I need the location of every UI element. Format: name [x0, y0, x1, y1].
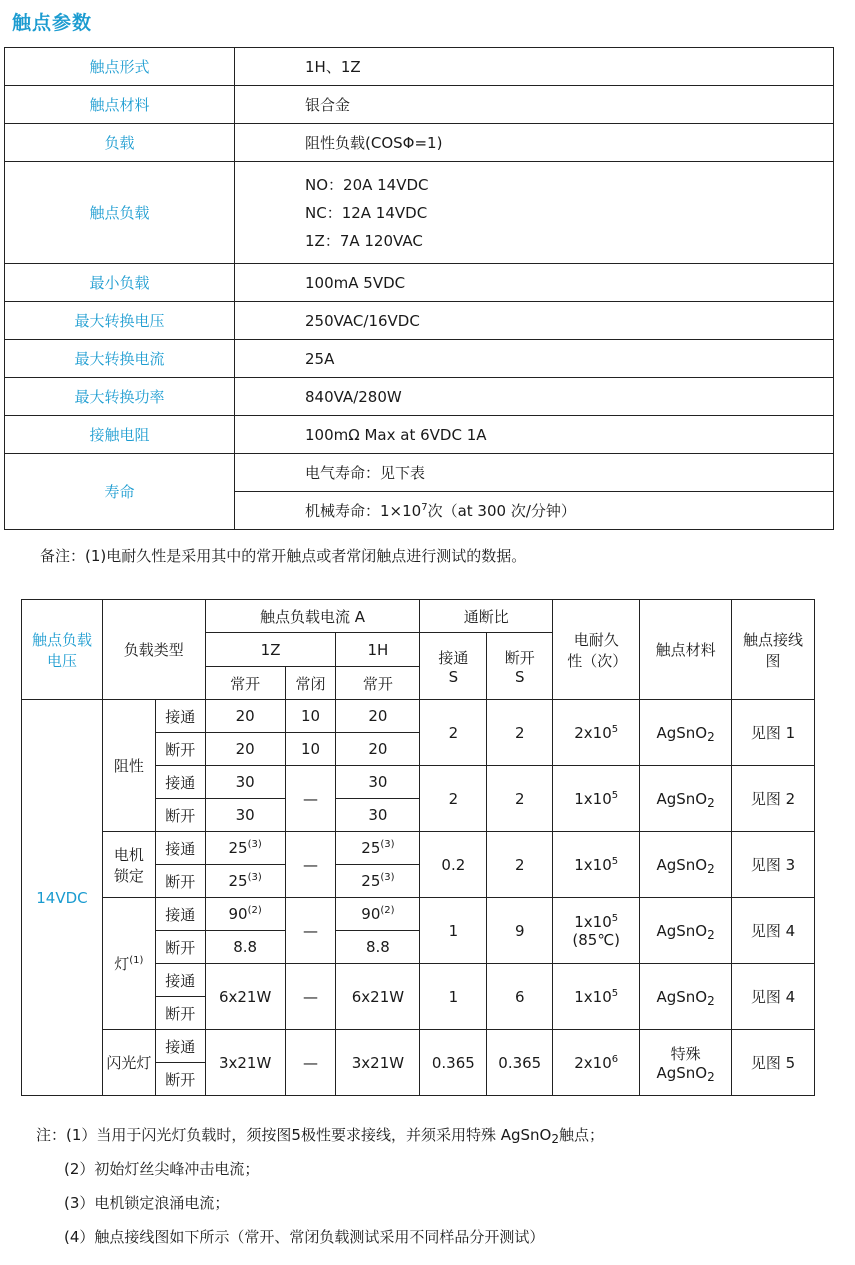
durability-base: 1x10: [574, 912, 612, 931]
cell-dash: —: [285, 964, 336, 1030]
material-cell: [640, 1030, 732, 1096]
durability-exp: 5: [611, 987, 619, 999]
header-material: 触点材料: [640, 600, 732, 700]
cell: 8.8: [205, 931, 285, 964]
mech-life-prefix: 机械寿命：1×10: [305, 502, 422, 520]
durability-extra: (85℃): [572, 930, 621, 949]
material-special: 特殊: [670, 1045, 701, 1063]
remark-text: 备注：(1)电耐久性是采用其中的常开触点或者常闭触点进行测试的数据。: [40, 547, 527, 565]
ratio-off: 9: [487, 898, 553, 964]
wiring-cell: 见图 4: [732, 898, 815, 964]
footnotes: [36, 1122, 604, 1258]
durability-base: 2x10: [574, 1053, 612, 1072]
durability-base: 1x10: [574, 987, 612, 1006]
cell-footnote: (3): [247, 839, 262, 850]
cell-value: 90: [361, 905, 381, 923]
durability-base: 1x10: [574, 789, 612, 808]
material-base: AgSnO: [656, 1064, 708, 1082]
table-row: [22, 700, 815, 733]
cell-footnote: (3): [380, 839, 395, 850]
ratio-on: 0.365: [420, 1030, 487, 1096]
spec-label: 最大转换电流: [5, 340, 235, 378]
footnote-1-sub: 2: [551, 1132, 559, 1146]
cell-dash: —: [285, 832, 336, 898]
op-make: 接通: [155, 1030, 205, 1063]
cell: 30: [336, 766, 420, 799]
ratio-off: 0.365: [487, 1030, 553, 1096]
cell: 3x21W: [205, 1030, 285, 1096]
durability-cell: [553, 1030, 640, 1096]
cell-dash: —: [285, 898, 336, 964]
load-table: [21, 599, 815, 1096]
group-lamp: [102, 898, 155, 1030]
group-resistive: 阻性: [102, 700, 155, 832]
material-base: AgSnO: [656, 987, 708, 1006]
cell: 10: [285, 733, 336, 766]
wiring-cell: 见图 1: [732, 700, 815, 766]
cell: [205, 898, 285, 931]
cell: [205, 865, 285, 898]
table-row: [22, 832, 815, 865]
table-row: [5, 264, 834, 302]
wiring-cell: 见图 4: [732, 964, 815, 1030]
header-1z: 1Z: [205, 633, 336, 667]
cell-value: 25: [228, 872, 248, 890]
cell: 20: [205, 700, 285, 733]
table-row: [5, 124, 834, 162]
ratio-off: 2: [487, 700, 553, 766]
material-cell: [640, 964, 732, 1030]
spec-line: NC：12A 14VDC: [305, 203, 428, 222]
footnote-3: (3）电机锁定浪涌电流；: [64, 1194, 230, 1212]
wiring-cell: 见图 5: [732, 1030, 815, 1096]
ratio-off: 2: [487, 832, 553, 898]
header-nc: 常闭: [285, 667, 336, 700]
table-row: [5, 86, 834, 124]
op-make: 接通: [155, 832, 205, 865]
spec-line: NO：20A 14VDC: [305, 175, 429, 194]
header-wiring: 触点接线图: [732, 600, 815, 700]
op-break: 断开: [155, 1063, 205, 1096]
header-on: 接通S: [420, 633, 487, 700]
cell: 6x21W: [205, 964, 285, 1030]
spec-label: 最小负载: [5, 264, 235, 302]
durability-cell: [553, 898, 640, 964]
spec-value: 840VA/280W: [235, 378, 834, 416]
cell-value: 25: [361, 839, 381, 857]
group-motor: 电机锁定: [102, 832, 155, 898]
spec-value: 电气寿命：见下表: [235, 454, 834, 492]
op-make: 接通: [155, 898, 205, 931]
spec-value: 银合金: [235, 86, 834, 124]
cell-footnote: (2): [380, 905, 395, 916]
ratio-on: 0.2: [420, 832, 487, 898]
material-sub: 2: [707, 729, 715, 744]
cell: 20: [336, 733, 420, 766]
spec-label: 最大转换功率: [5, 378, 235, 416]
material-sub: 2: [707, 1070, 715, 1084]
op-make: 接通: [155, 964, 205, 997]
spec-value: [235, 492, 834, 530]
op-break: 断开: [155, 931, 205, 964]
voltage-cell: 14VDC: [22, 700, 103, 1096]
durability-base: 2x10: [574, 723, 612, 742]
material-sub: 2: [707, 795, 715, 810]
cell: 20: [205, 733, 285, 766]
durability-exp: 5: [611, 855, 619, 867]
table-row: [5, 48, 834, 86]
header-ratio: 通断比: [420, 600, 553, 633]
cell-value: 25: [361, 872, 381, 890]
cell-dash: —: [285, 1030, 336, 1096]
spec-label: 负载: [5, 124, 235, 162]
spec-label: 触点负载: [5, 162, 235, 264]
spec-value: 阻性负载(COSΦ=1): [235, 124, 834, 162]
wiring-cell: 见图 2: [732, 766, 815, 832]
table-header-row: [22, 600, 815, 633]
header-no: 常开: [205, 667, 285, 700]
cell: 30: [336, 799, 420, 832]
contact-spec-table: [4, 47, 834, 530]
group-lamp-footnote: (1): [129, 955, 144, 966]
section-title: 触点参数: [12, 12, 93, 34]
header-load-type: 负载类型: [102, 600, 205, 700]
op-make: 接通: [155, 766, 205, 799]
spec-value: 1H、1Z: [235, 48, 834, 86]
ratio-on: 1: [420, 898, 487, 964]
durability-exp: 5: [611, 723, 619, 735]
mech-life-suffix: 次（at 300 次/分钟）: [427, 502, 576, 520]
spec-label: 接触电阻: [5, 416, 235, 454]
cell-footnote: (2): [247, 905, 262, 916]
group-lamp-label: 灯: [114, 955, 130, 973]
durability-base: 1x10: [574, 855, 612, 874]
op-make: 接通: [155, 700, 205, 733]
header-current: 触点负载电流 A: [205, 600, 420, 633]
footnote-1-a: 注：(1）当用于闪光灯负载时，须按图5极性要求接线，并须采用特殊 AgSnO: [36, 1126, 552, 1144]
cell: 30: [205, 799, 285, 832]
durability-cell: [553, 700, 640, 766]
cell: 30: [205, 766, 285, 799]
ratio-on: 2: [420, 766, 487, 832]
material-cell: [640, 898, 732, 964]
spec-label: 触点材料: [5, 86, 235, 124]
footnote-1-b: 触点；: [558, 1126, 604, 1144]
spec-value: 100mA 5VDC: [235, 264, 834, 302]
cell: 6x21W: [336, 964, 420, 1030]
spec-value: 250VAC/16VDC: [235, 302, 834, 340]
cell-value: 90: [228, 905, 248, 923]
group-flash: 闪光灯: [102, 1030, 155, 1096]
table-row: [5, 162, 834, 264]
footnote-4: (4）触点接线图如下所示（常开、常闭负载测试采用不同样品分开测试）: [64, 1228, 545, 1246]
mech-life-exp: 7: [421, 502, 428, 513]
cell: 8.8: [336, 931, 420, 964]
cell-footnote: (3): [247, 872, 262, 883]
cell: 20: [336, 700, 420, 733]
durability-cell: [553, 964, 640, 1030]
material-base: AgSnO: [656, 723, 708, 742]
cell: [336, 865, 420, 898]
material-base: AgSnO: [656, 921, 708, 940]
spec-value-multiline: [235, 162, 834, 264]
durability-exp: 5: [611, 789, 619, 801]
cell-footnote: (3): [380, 872, 395, 883]
spec-label: 触点形式: [5, 48, 235, 86]
table-row: [5, 454, 834, 492]
cell-dash: —: [285, 766, 336, 832]
ratio-on: 2: [420, 700, 487, 766]
durability-cell: [553, 832, 640, 898]
material-sub: 2: [707, 927, 715, 942]
table-row: [5, 378, 834, 416]
header-durability: 电耐久性（次）: [553, 600, 640, 700]
op-break: 断开: [155, 865, 205, 898]
material-sub: 2: [707, 993, 715, 1008]
footnote-1: [36, 1122, 604, 1156]
durability-cell: [553, 766, 640, 832]
material-cell: [640, 700, 732, 766]
ratio-on: 1: [420, 964, 487, 1030]
spec-label: 最大转换电压: [5, 302, 235, 340]
header-1h: 1H: [336, 633, 420, 667]
spec-value: 25A: [235, 340, 834, 378]
durability-exp: 5: [611, 912, 619, 924]
spec-label: 寿命: [5, 454, 235, 530]
cell: 3x21W: [336, 1030, 420, 1096]
cell-value: 25: [228, 839, 248, 857]
table-row: [5, 416, 834, 454]
wiring-cell: 见图 3: [732, 832, 815, 898]
footnote-2: (2）初始灯丝尖峰冲击电流；: [64, 1160, 260, 1178]
cell: 10: [285, 700, 336, 733]
header-off: 断开S: [487, 633, 553, 700]
op-break: 断开: [155, 799, 205, 832]
cell: [205, 832, 285, 865]
table-row: [22, 898, 815, 931]
durability-exp: 6: [611, 1053, 619, 1065]
header-voltage: 触点负载电压: [22, 600, 103, 700]
material-cell: [640, 766, 732, 832]
ratio-off: 6: [487, 964, 553, 1030]
material-base: AgSnO: [656, 855, 708, 874]
ratio-off: 2: [487, 766, 553, 832]
material-sub: 2: [707, 861, 715, 876]
material-cell: [640, 832, 732, 898]
spec-line: 1Z：7A 120VAC: [305, 231, 423, 250]
material-base: AgSnO: [656, 789, 708, 808]
spec-value: 100mΩ Max at 6VDC 1A: [235, 416, 834, 454]
header-no-1h: 常开: [336, 667, 420, 700]
table-row: [22, 1030, 815, 1063]
table-row: [5, 302, 834, 340]
op-break: 断开: [155, 733, 205, 766]
op-break: 断开: [155, 997, 205, 1030]
cell: [336, 898, 420, 931]
cell: [336, 832, 420, 865]
table-row: [5, 340, 834, 378]
